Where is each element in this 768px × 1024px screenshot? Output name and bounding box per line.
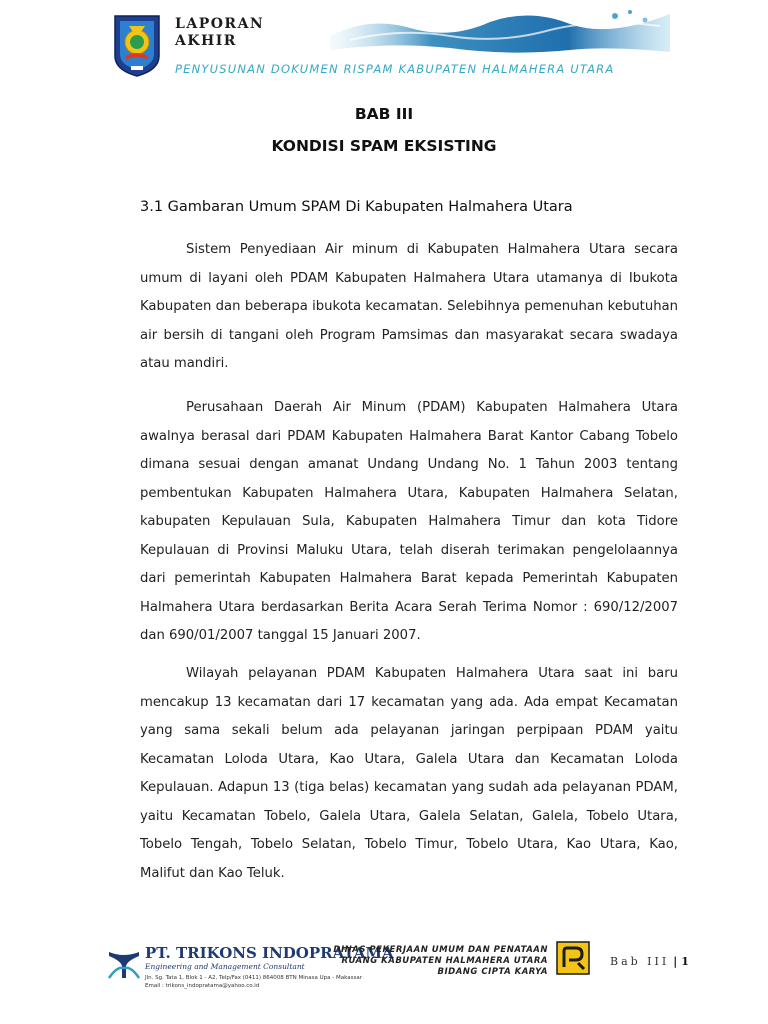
company-contact [145, 974, 362, 990]
page-number: 1 [681, 955, 689, 968]
company-address: Jln. Sg. Tata 1, Blok 1 - A2, Telp/Fax (0411) 864008 BTN Minasa Upa - Makassar [145, 975, 362, 981]
chapter-label: Bab III [610, 955, 670, 968]
water-splash-banner [330, 6, 670, 58]
agency-line3: BIDANG CIPTA KARYA [437, 967, 548, 977]
section-heading: 3.1 Gambaran Umum SPAM Di Kabupaten Halmahera Utara [140, 199, 573, 215]
paragraph-3: Wilayah pelayanan PDAM Kabupaten Halmahera Utara saat ini baru mencakup 13 kecamatan dari 17 kecamatan yang ada. Ada empat Kecamatan yang sama sekali belum ada pelayanan jaringan perpipaan PDAM yaitu Kecamatan Loloda Utara, Kao Utara, Galela Utara dan Kecamatan Loloda Kepulauan. Adapun 13 (tiga belas) kecamatan yang sudah ada pelayanan PDAM, yaitu Kecamatan Tobelo, Galela Utara, Galela Selatan, Galela, Tobelo Utara, Tobelo Tengah, Tobelo Selatan, Tobelo Timur, Tobelo Utara, Kao Utara, Kao, Malifut dan Kao Teluk. [140, 666, 678, 881]
chapter-number: BAB III [354, 105, 414, 123]
company-name: PT. TRIKONS INDOPRATAMA [145, 944, 394, 962]
agency-line2: RUANG KABUPATEN HALMAHERA UTARA [341, 956, 548, 966]
chapter-title: KONDISI SPAM EKSISTING [271, 137, 497, 155]
paragraph-1: Sistem Penyediaan Air minum di Kabupaten Halmahera Utara secara umum di layani oleh PDAM Kabupaten Halmahera Utara utamanya di Ibukota Kabupaten dan beberapa ibukota kecamatan. Selebihnya pemenuhan kebutuhan air bersih di tangani oleh Program Pamsimas dan masyarakat secara swadaya atau mandiri. [140, 242, 678, 371]
company-tagline: Engineering and Management Consultant [145, 962, 305, 971]
report-title-line2: AKHIR [175, 33, 237, 49]
paragraph-2: Perusahaan Daerah Air Minum (PDAM) Kabupaten Halmahera Utara awalnya berasal dari PDAM Kabupaten Halmahera Barat Kantor Cabang Tobelo dimana sesuai dengan amanat Undang Undang No. 1 Tahun 2003 tentang pembentukan Kabupaten Halmahera Utara, Kabupaten Halmahera Selatan, kabupaten Kepulauan Sula, Kabupaten Halmahera Timur dan kota Tidore Kepulauan di Provinsi Maluku Utara, telah diserah terimakan pengelolaannya dari pemerintah Kabupaten Halmahera Barat kepada Pemerintah Kabupaten Halmahera Utara berdasarkan Berita Acara Serah Terima Nomor : 690/12/2007 dan 690/01/2007 tanggal 15 Januari 2007. [140, 400, 678, 643]
agency-line1: DINAS PEKERJAAN UMUM DAN PENATAAN [333, 945, 548, 955]
report-title-line1: LAPORAN [175, 16, 265, 32]
report-title [175, 16, 264, 50]
company-email: Email : trikons_indopratama@yahoo.co.id [145, 983, 260, 989]
regency-crest-icon [111, 12, 163, 78]
document-subtitle: PENYUSUNAN DOKUMEN RISPAM KABUPATEN HALMAHERA UTARA [175, 62, 615, 76]
page-footer-label [610, 955, 689, 968]
page-header [0, 0, 768, 90]
agency-name [320, 945, 548, 978]
pu-ministry-logo-icon [556, 941, 590, 975]
trikons-logo-icon [105, 944, 143, 982]
page-separator: | [673, 955, 678, 968]
